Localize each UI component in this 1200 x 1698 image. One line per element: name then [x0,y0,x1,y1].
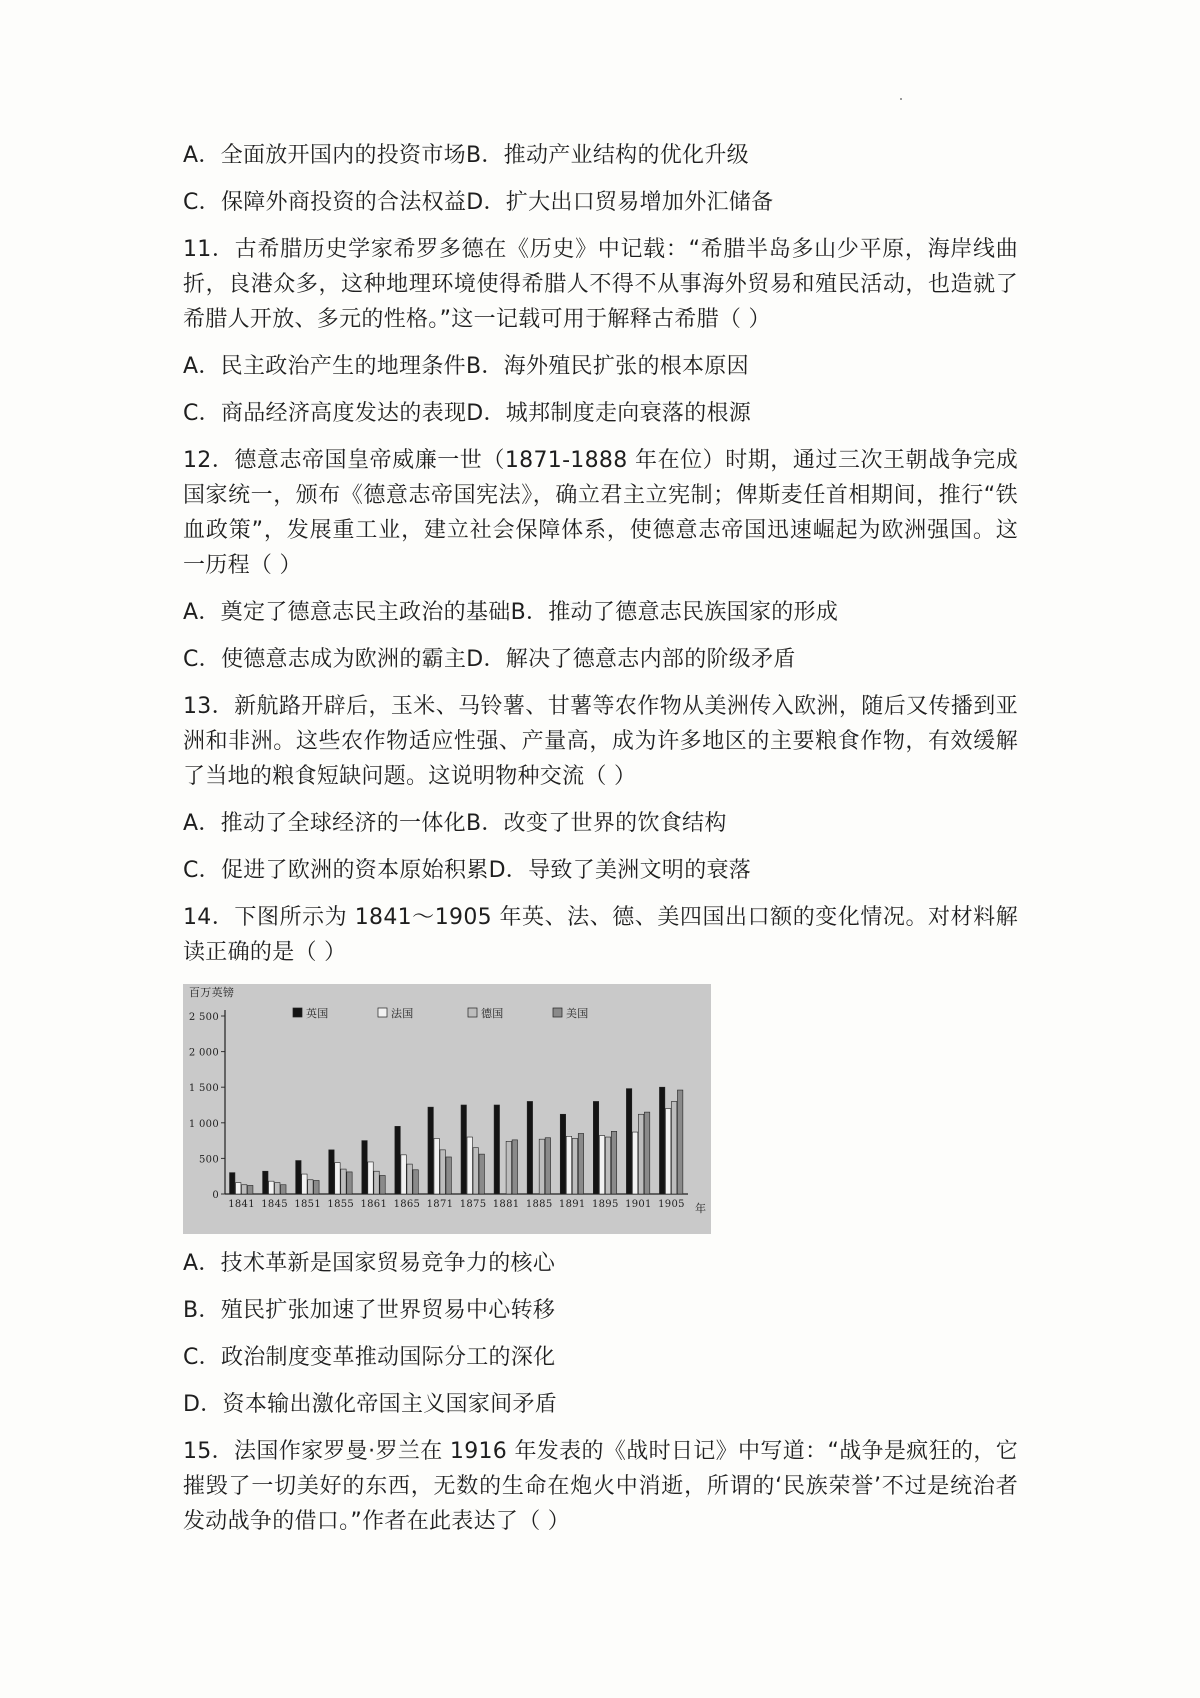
bar-德国-1845 [275,1183,280,1194]
bar-美国-1875 [479,1154,484,1194]
bar-英国-1875 [461,1105,466,1194]
bar-英国-1871 [428,1107,433,1194]
bar-德国-1881 [506,1141,511,1194]
q14-option-b[interactable]: B．殖民扩张加速了世界贸易中心转移 [183,1298,556,1323]
x-tick-label: 1855 [327,1199,355,1210]
bar-法国-1895 [599,1136,604,1194]
bar-美国-1871 [446,1157,451,1194]
bar-法国-1845 [269,1181,274,1194]
bar-英国-1841 [230,1173,235,1194]
legend-label: 美国 [566,1007,589,1020]
legend-swatch-美国 [553,1008,562,1017]
y-tick-label: 1 500 [188,1083,219,1095]
q11-option-c[interactable]: C．商品经济高度发达的表现 [183,401,467,426]
y-axis-unit-label: 百万英镑 [189,986,235,999]
q12-options-row-2 [183,642,1018,677]
legend-label: 德国 [481,1007,504,1020]
x-tick-label: 1871 [426,1199,454,1210]
q13-options-row-1 [183,806,1018,841]
legend-swatch-法国 [378,1008,387,1017]
x-tick-label: 1841 [228,1199,255,1210]
bar-英国-1865 [395,1126,400,1194]
x-tick-label: 1905 [658,1199,685,1210]
bar-美国-1845 [281,1185,286,1194]
bar-法国-1901 [632,1132,637,1194]
bar-美国-1895 [611,1131,616,1194]
bar-英国-1901 [626,1089,631,1194]
q13-option-b[interactable]: B．改变了世界的饮食结构 [465,811,727,836]
x-tick-label: 1885 [525,1199,553,1210]
bar-美国-1865 [413,1170,418,1194]
bar-德国-1905 [671,1101,676,1194]
x-tick-label: 1895 [591,1199,619,1210]
bar-德国-1895 [605,1137,610,1194]
bar-英国-1845 [263,1171,268,1194]
x-axis-unit-label: 年 [695,1202,707,1215]
q12-option-a[interactable]: A．奠定了德意志民主政治的基础 [183,600,511,625]
q13-option-d[interactable]: D．导致了美洲文明的衰落 [488,858,752,883]
x-tick-label: 1865 [393,1199,421,1210]
bar-德国-1841 [242,1185,247,1194]
bar-法国-1865 [401,1155,406,1194]
bar-美国-1905 [677,1090,682,1194]
q13-options-row-2 [183,853,1018,888]
bar-美国-1891 [578,1133,583,1194]
bar-英国-1855 [329,1150,334,1194]
q12-options-row-1 [183,595,1018,630]
bar-美国-1885 [545,1138,550,1194]
q10-option-a[interactable]: A．全面放开国内的投资市场 [183,143,466,168]
bar-美国-1881 [512,1140,517,1194]
bar-德国-1865 [407,1164,412,1194]
y-tick-label: 2 000 [188,1047,219,1059]
q13-option-a[interactable]: A．推动了全球经济的一体化 [183,811,466,836]
bar-德国-1891 [572,1138,577,1194]
x-tick-label: 1851 [294,1199,322,1210]
bar-德国-1875 [473,1148,478,1194]
q11-option-d[interactable]: D．城邦制度走向衰落的根源 [466,401,752,426]
q10-options-row-1 [183,138,1018,173]
scan-speck [900,98,902,100]
export-bar-chart [183,984,711,1234]
bar-德国-1871 [440,1150,445,1194]
q10-options-row-2 [183,185,1018,220]
legend-label: 法国 [391,1007,414,1020]
bar-英国-1895 [593,1101,598,1194]
q14-option-a[interactable]: A．技术革新是国家贸易竞争力的核心 [183,1251,556,1276]
q11-option-a[interactable]: A．民主政治产生的地理条件 [183,354,466,379]
x-tick-label: 1861 [360,1199,388,1210]
bar-美国-1855 [347,1172,352,1194]
x-tick-label: 1901 [625,1199,652,1210]
bar-美国-1851 [314,1180,319,1194]
q11-option-b[interactable]: B．海外殖民扩张的根本原因 [465,354,749,379]
q11-stem: 11．古希腊历史学家希罗多德在《历史》中记载：“希腊半岛多山少平原，海岸线曲折，良港众多，这种地理环境使得希腊人不得不从事海外贸易和殖民活动，也造就了希腊人开放、多元的性格。”这一记载可用于解释古希腊（ ） [183,237,1018,332]
bar-美国-1841 [248,1185,253,1194]
bar-德国-1901 [638,1114,643,1194]
bar-德国-1855 [341,1169,346,1194]
bar-英国-1885 [527,1101,532,1194]
q11-options-row-1 [183,349,1018,384]
bar-美国-1861 [380,1175,385,1194]
bar-德国-1851 [308,1180,313,1194]
y-tick-label: 1 000 [188,1118,219,1130]
bar-美国-1901 [644,1112,649,1194]
x-tick-label: 1881 [492,1199,520,1210]
q14-stem: 14．下图所示为 1841～1905 年英、法、德、美四国出口额的变化情况。对材料解读正确的是（ ） [183,905,1018,965]
bar-德国-1861 [374,1171,379,1194]
y-tick-label: 0 [212,1190,219,1201]
legend-swatch-德国 [468,1008,477,1017]
bar-英国-1851 [296,1161,301,1194]
q10-option-b[interactable]: B．推动产业结构的优化升级 [465,143,749,168]
bar-法国-1905 [665,1109,670,1194]
bar-英国-1881 [494,1105,499,1194]
bar-法国-1875 [467,1137,472,1194]
y-tick-label: 2 500 [188,1012,219,1023]
q12-option-d[interactable]: D．解决了德意志内部的阶级矛盾 [466,647,796,672]
legend-label: 英国 [306,1007,329,1020]
x-tick-label: 1845 [261,1199,288,1210]
q10-option-c[interactable]: C．保障外商投资的合法权益 [183,190,467,215]
q13-stem: 13．新航路开辟后，玉米、马铃薯、甘薯等农作物从美洲传入欧洲，随后又传播到亚洲和非洲。这些农作物适应性强、产量高，成为许多地区的主要粮食作物，有效缓解了当地的粮食短缺问题。这说明物种交流（ ） [183,694,1018,789]
page-content [183,138,1018,1539]
bar-英国-1905 [659,1087,664,1194]
x-tick-label: 1891 [558,1199,586,1210]
bar-德国-1885 [539,1139,544,1194]
bar-英国-1891 [560,1114,565,1194]
q10-option-d[interactable]: D．扩大出口贸易增加外汇储备 [466,190,774,215]
legend-swatch-英国 [293,1008,302,1017]
y-tick-label: 500 [199,1154,219,1166]
export-chart [183,984,711,1234]
q12-option-c[interactable]: C．使德意志成为欧洲的霸主 [183,647,467,672]
bar-法国-1841 [236,1183,241,1194]
x-tick-label: 1875 [459,1199,487,1210]
bar-法国-1871 [434,1138,439,1194]
q14-option-c[interactable]: C．政治制度变革推动国际分工的深化 [183,1345,556,1370]
q15-stem: 15．法国作家罗曼·罗兰在 1916 年发表的《战时日记》中写道：“战争是疯狂的，它摧毁了一切美好的东西，无数的生命在炮火中消逝，所谓的‘民族荣誉’不过是统治者发动战争的借口。”作者在此表达了（ ） [183,1439,1018,1534]
q13-option-c[interactable]: C．促进了欧洲的资本原始积累 [183,858,489,883]
q11-options-row-2 [183,396,1018,431]
q12-stem: 12．德意志帝国皇帝威廉一世（1871-1888 年在位）时期，通过三次王朝战争完成国家统一，颁布《德意志帝国宪法》，确立君主立宪制；俾斯麦任首相期间，推行“铁血政策”，发展重工业，建立社会保障体系，使德意志帝国迅速崛起为欧洲强国。这一历程（ ） [183,448,1018,578]
q12-option-b[interactable]: B．推动了德意志民族国家的形成 [510,600,839,625]
bar-法国-1861 [368,1162,373,1194]
bar-法国-1855 [335,1163,340,1194]
bar-法国-1851 [302,1174,307,1194]
bar-法国-1891 [566,1136,571,1194]
q14-option-d[interactable]: D．资本输出激化帝国主义国家间矛盾 [183,1392,558,1417]
bar-英国-1861 [362,1141,367,1194]
